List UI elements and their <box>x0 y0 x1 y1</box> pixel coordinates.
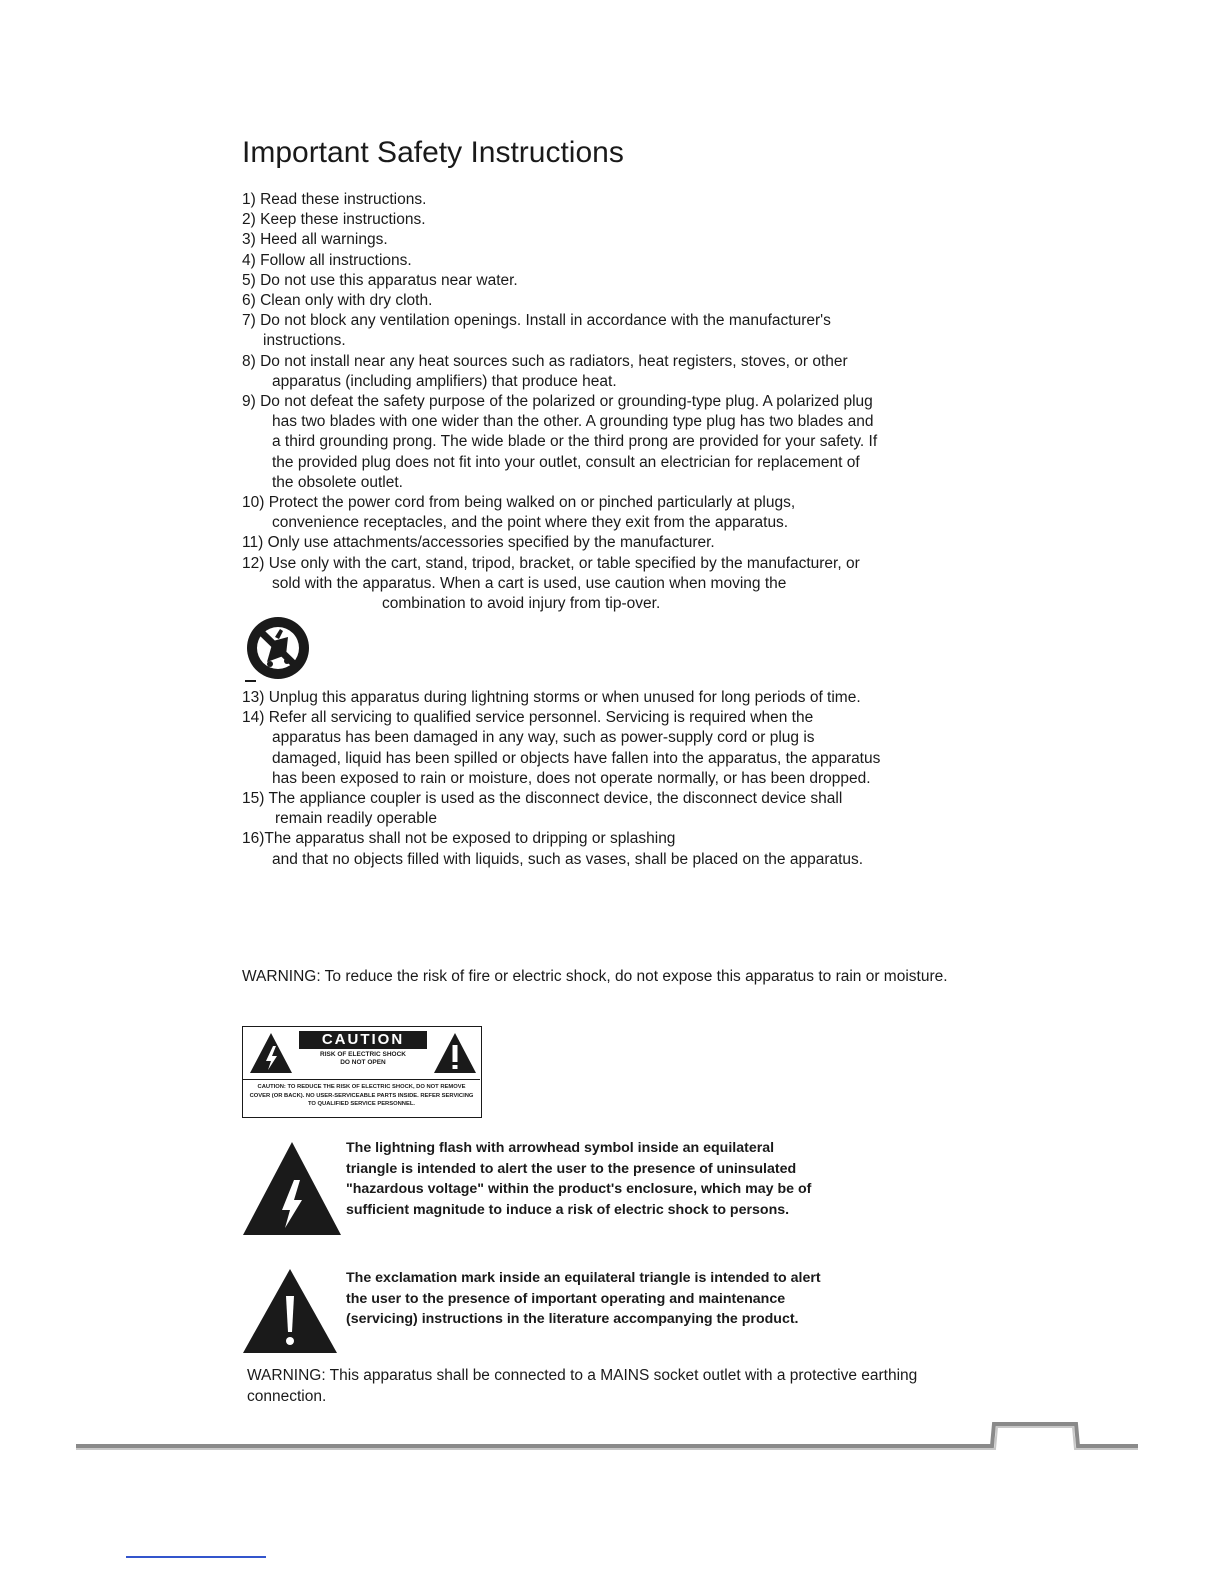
list-item: 11) Only use attachments/accessories specified by the manufacturer. <box>242 534 715 552</box>
list-item: 6) Clean only with dry cloth. <box>242 292 433 310</box>
caution-body: CAUTION: TO REDUCE THE RISK OF ELECTRIC SHOCK, DO NOT REMOVE COVER (OR BACK). NO USER-SERVICEABLE PARTS INSIDE. REFER SERVICING TO QUALIFIED SERVICE PERSONNEL. <box>249 1084 474 1108</box>
list-item: 7) Do not block any ventilation openings. Install in accordance with the manufacturer's instructions. <box>242 312 831 350</box>
caution-title: CAUTION <box>299 1031 427 1049</box>
exclamation-warning-icon <box>433 1032 477 1074</box>
list-item: 5) Do not use this apparatus near water. <box>242 271 518 289</box>
list-item: 12) Use only with the cart, stand, tripod, bracket, or table specified by the manufacturer, or sold with the apparatus. When a cart is used, use caution when moving the combination to avoid injury from tip-over. <box>242 554 860 613</box>
footer-divider <box>76 1418 1138 1454</box>
rain-warning: WARNING: To reduce the risk of fire or electric shock, do not expose this apparatus to rain or moisture. <box>242 968 948 985</box>
list-item: 4) Follow all instructions. <box>242 251 412 269</box>
instruction-list-continued <box>242 688 982 870</box>
list-item: 2) Keep these instructions. <box>242 211 426 229</box>
exclamation-triangle-icon <box>242 1268 338 1354</box>
list-item: 10) Protect the power cord from being walked on or pinched particularly at plugs, convenience receptacles, and the point where they exit from the apparatus. <box>242 494 796 532</box>
lightning-symbol-text: The lightning flash with arrowhead symbol inside an equilateral triangle is intended to alert the user to the presence of uninsulated "hazardous voltage" within the product's enclosure, which may be of sufficient magnitude to induce a risk of electric shock to persons. <box>346 1140 812 1219</box>
lightning-triangle-icon <box>242 1140 342 1236</box>
instruction-list <box>242 190 982 614</box>
bottom-underline <box>126 1556 266 1558</box>
list-item: 9) Do not defeat the safety purpose of the polarized or grounding-type plug. A polarized plug has two blades with one wider than the other. A grounding type plug has two blades and a third grounding prong. The wide blade or the third prong are provided for your safety. If the provided plug does not fit into your outlet, consult an electrician for replacement of the obsolete outlet. <box>242 393 878 491</box>
list-item: 3) Heed all warnings. <box>242 231 388 249</box>
cart-warning-icon <box>242 615 316 685</box>
list-item: 13) Unplug this apparatus during lightning storms or when unused for long periods of time. <box>242 689 861 706</box>
list-item: 16)The apparatus shall not be exposed to dripping or splashing and that no objects filled with liquids, such as vases, shall be placed on the apparatus. <box>242 830 864 868</box>
lightning-warning-icon <box>249 1032 293 1074</box>
page-title: Important Safety Instructions <box>242 136 624 169</box>
exclamation-symbol-explanation <box>242 1268 822 1358</box>
list-item: 15) The appliance coupler is used as the disconnect device, the disconnect device shall remain readily operable <box>242 790 843 828</box>
list-item: 1) Read these instructions. <box>242 191 427 208</box>
mains-warning: WARNING: This apparatus shall be connected to a MAINS socket outlet with a protective earthing connection. <box>247 1367 918 1405</box>
caution-label-header <box>243 1027 480 1080</box>
list-item: 14) Refer all servicing to qualified service personnel. Servicing is required when the apparatus has been damaged in any way, such as power-supply cord or plug is damaged, liquid has been spilled or objects have fallen into the apparatus, the apparatus has been exposed to rain or moisture, does not operate normally, or has been dropped. <box>242 709 881 787</box>
caution-subtitle: RISK OF ELECTRIC SHOCK DO NOT OPEN <box>320 1051 406 1066</box>
list-item: 8) Do not install near any heat sources such as radiators, heat registers, stoves, or other apparatus (including amplifiers) that produce heat. <box>242 352 848 390</box>
exclamation-symbol-text: The exclamation mark inside an equilateral triangle is intended to alert the user to the presence of important operating and maintenance (servicing) instructions in the literature accompanying the product. <box>346 1270 821 1328</box>
caution-label <box>242 1026 482 1118</box>
lightning-symbol-explanation <box>242 1138 822 1242</box>
